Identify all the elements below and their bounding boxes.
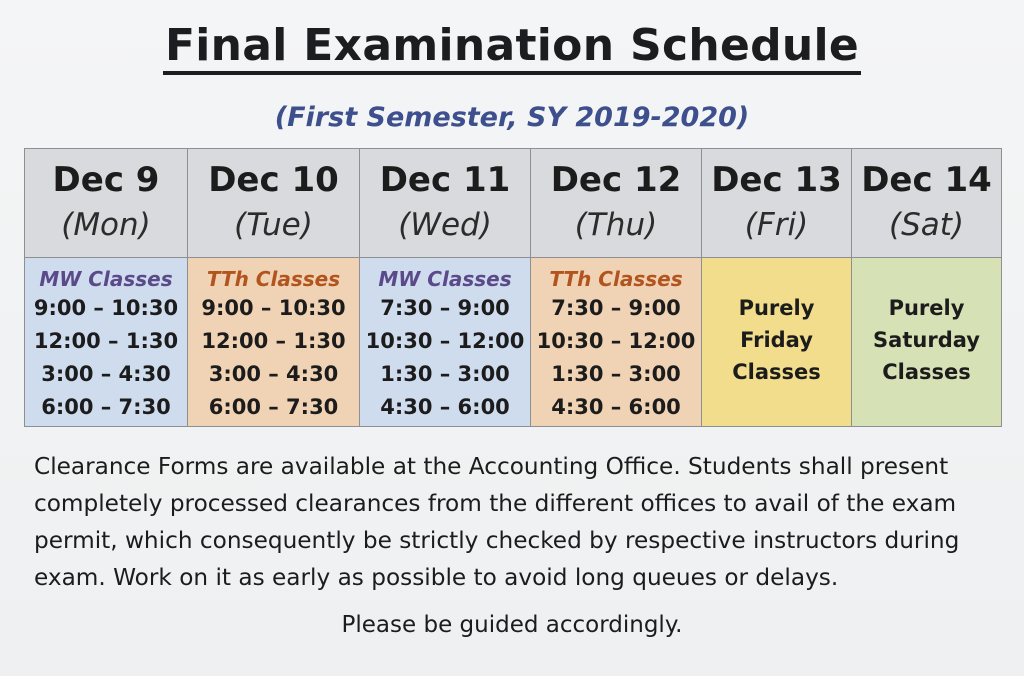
schedule-cell-dec13 (702, 258, 852, 427)
purely-friday-note (702, 292, 851, 388)
page-subtitle: (First Semester, SY 2019-2020) (274, 102, 750, 133)
note-line: Purely (888, 296, 965, 320)
schedule-cell-dec14 (852, 258, 1002, 427)
time-slot: 3:00 – 4:30 (41, 362, 171, 386)
notice-line: completely processed clearances from the different offices to avail of the exam (34, 490, 957, 517)
day-of-week: (Tue) (234, 207, 313, 243)
clearance-notice (34, 448, 996, 596)
time-slot: 10:30 – 12:00 (365, 329, 525, 353)
page-title: Final Examination Schedule (0, 20, 1024, 71)
day-of-week: (Sat) (888, 207, 965, 243)
schedule-cell-dec9 (25, 258, 188, 427)
note-line: Classes (882, 360, 971, 384)
time-slot: 1:30 – 3:00 (551, 362, 681, 386)
time-slot: 1:30 – 3:00 (380, 362, 510, 386)
date-header-row (25, 149, 1002, 258)
class-group-label: TTh Classes (206, 267, 341, 291)
notice-line: exam. Work on it as early as possible to avoid long queues or delays. (34, 564, 839, 591)
note-line: Purely (738, 296, 815, 320)
note-line: Classes (732, 360, 821, 384)
day-of-week: (Fri) (744, 207, 809, 243)
time-slot: 12:00 – 1:30 (33, 329, 179, 353)
day-header-dec11 (360, 149, 531, 258)
time-slot: 6:00 – 7:30 (41, 395, 171, 419)
day-header-dec12 (531, 149, 702, 258)
notice-line: Clearance Forms are available at the Accounting Office. Students shall present (34, 453, 949, 480)
class-group-label: TTh Classes (549, 267, 683, 291)
purely-saturday-note (852, 292, 1001, 388)
schedule-cell-dec12 (531, 258, 702, 427)
time-slot: 6:00 – 7:30 (208, 395, 339, 419)
time-slot: 4:30 – 6:00 (551, 395, 681, 419)
exam-schedule-table (24, 148, 1002, 427)
schedule-cell-dec11 (360, 258, 531, 427)
time-slot: 7:30 – 9:00 (551, 296, 681, 320)
note-line: Saturday (873, 328, 980, 352)
notice-line: permit, which consequently be strictly checked by respective instructors during (34, 527, 960, 554)
day-date: Dec 14 (861, 160, 992, 200)
day-header-dec10 (188, 149, 360, 258)
time-slot: 7:30 – 9:00 (380, 296, 510, 320)
day-of-week: (Wed) (398, 207, 492, 243)
day-header-dec9 (25, 149, 188, 258)
day-of-week: (Thu) (574, 207, 658, 243)
schedule-cell-dec10 (188, 258, 360, 427)
closing-line: Please be guided accordingly. (341, 612, 683, 638)
time-slot-row (25, 258, 1002, 427)
day-header-dec14 (852, 149, 1002, 258)
day-date: Dec 11 (379, 160, 511, 200)
class-group-label: MW Classes (378, 267, 512, 291)
time-slot: 10:30 – 12:00 (536, 329, 696, 353)
day-date: Dec 13 (711, 160, 842, 200)
time-slot: 4:30 – 6:00 (380, 395, 510, 419)
time-slot: 12:00 – 1:30 (201, 329, 346, 353)
class-group-label: MW Classes (39, 267, 173, 291)
day-header-dec13 (702, 149, 852, 258)
day-date: Dec 10 (208, 160, 339, 200)
time-slot: 9:00 – 10:30 (201, 296, 346, 320)
day-date: Dec 12 (550, 160, 682, 200)
time-slot: 3:00 – 4:30 (208, 362, 339, 386)
time-slot: 9:00 – 10:30 (33, 296, 179, 320)
day-of-week: (Mon) (61, 207, 151, 243)
note-line: Friday (740, 328, 813, 352)
day-date: Dec 9 (52, 160, 160, 200)
